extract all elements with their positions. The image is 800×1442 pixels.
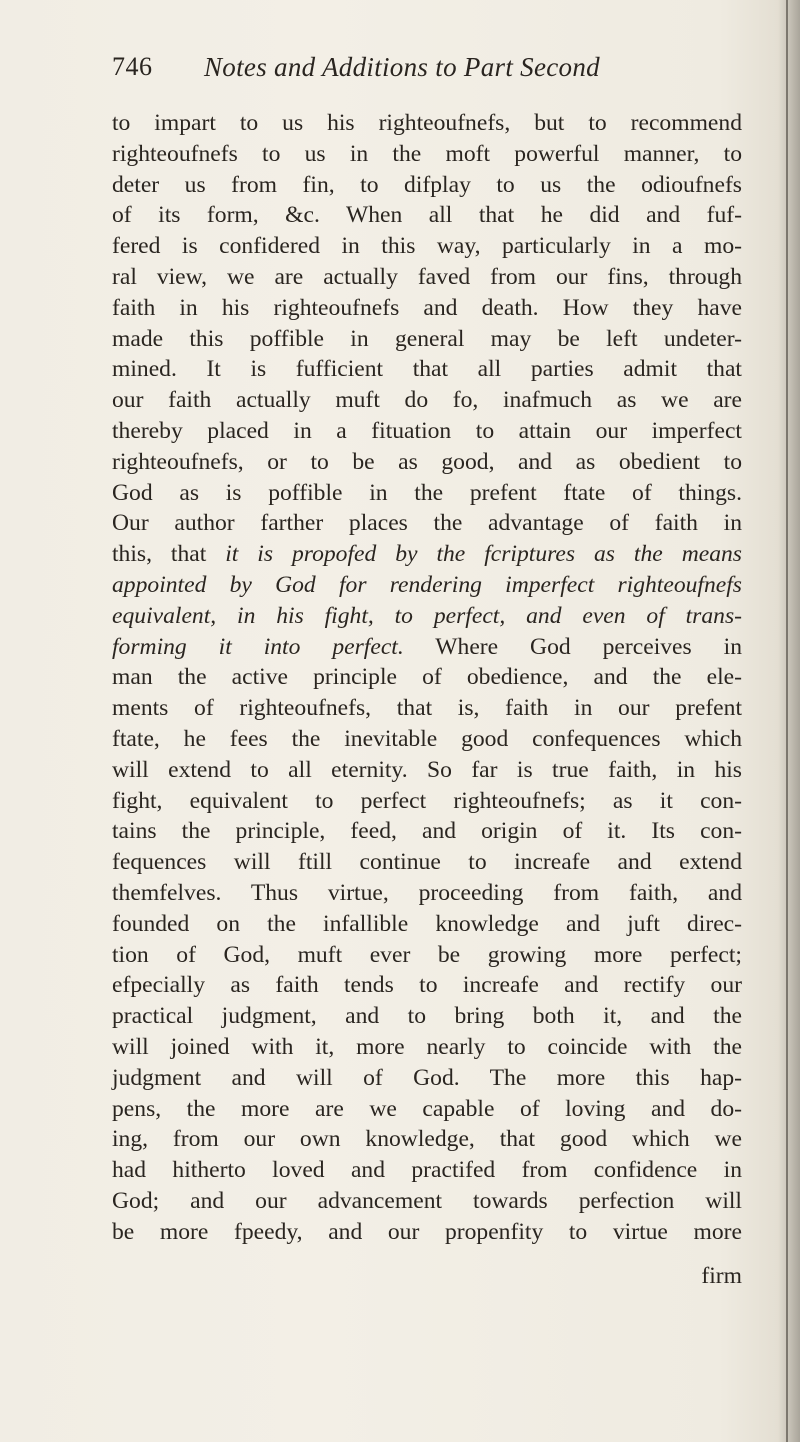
text-line-italic: equivalent, in his fight, to perfect, and even of trans- (112, 602, 742, 629)
text-line-italic: appointed by God for rendering imperfect righteoufnefs (112, 571, 742, 598)
text-line: made this poffible in general may be left undeter- (112, 325, 742, 352)
text-line: themfelves. Thus virtue, proceeding from faith, and (112, 879, 742, 906)
text-line: our faith actually muft do fo, inafmuch as we are (112, 387, 742, 414)
text-line: fered is confidered in this way, particularly in a mo- (112, 233, 742, 260)
text-line: righteoufnefs to us in the moft powerful manner, to (112, 140, 742, 167)
text-line: man the active principle of obedience, and the ele- (112, 664, 742, 691)
text-line: founded on the infallible knowledge and juft direc- (112, 910, 742, 937)
page-spine-line (786, 0, 788, 1442)
text-line: pens, the more are we capable of loving and do- (112, 1095, 742, 1122)
text-line: judgment and will of God. The more this hap- (112, 1064, 742, 1091)
text-line: ments of righteoufnefs, that is, faith in our prefent (112, 695, 742, 722)
roman-segment: Where God perceives in (403, 633, 742, 660)
text-line: be more fpeedy, and our propenfity to virtue more (112, 1218, 742, 1245)
running-title: Notes and Additions to Part Second (204, 52, 600, 82)
text-line: had hitherto loved and practifed from confidence in (112, 1157, 742, 1184)
catchword: firm (701, 1263, 742, 1289)
text-line: faith in his righteoufnefs and death. How they have (112, 294, 742, 321)
text-line: mined. It is fufficient that all parties admit that (112, 356, 742, 383)
text-line: of its form, &c. When all that he did and fuf- (112, 202, 742, 229)
text-line: God as is poffible in the prefent ftate of things. (112, 479, 742, 506)
page-header (112, 52, 742, 96)
text-line: thereby placed in a fituation to attain our imperfect (112, 417, 742, 444)
text-line: will joined with it, more nearly to coincide with the (112, 1033, 742, 1060)
text-line: to impart to us his righteoufnefs, but to recommend (112, 110, 742, 136)
text-line: efpecially as faith tends to increafe and rectify our (112, 972, 742, 999)
text-line-mixed (112, 632, 742, 663)
text-line: righteoufnefs, or to be as good, and as obedient to (112, 448, 742, 475)
italic-segment: forming it into perfect. (112, 633, 404, 660)
text-line: God; and our advancement towards perfection will (112, 1187, 742, 1214)
text-line: ing, from our own knowledge, that good which we (112, 1126, 742, 1153)
page-spine-shadow (778, 0, 800, 1442)
text-line: ftate, he fees the inevitable good confequences which (112, 725, 742, 752)
text-line: tion of God, muft ever be growing more perfect; (112, 941, 742, 968)
text-line: fequences will ftill continue to increafe and extend (112, 849, 742, 876)
text-line: practical judgment, and to bring both it, and the (112, 1003, 742, 1030)
text-line: Our author farther places the advantage of faith in (112, 510, 742, 537)
text-line: fight, equivalent to perfect righteoufnefs; as it con- (112, 787, 742, 814)
text-line: will extend to all eternity. So far is true faith, in his (112, 756, 742, 783)
text-line: tains the principle, feed, and origin of it. Its con- (112, 818, 742, 845)
roman-segment: this, that (112, 541, 226, 568)
text-line: ral view, we are actually faved from our fins, through (112, 263, 742, 290)
italic-segment: it is propofed by the fcriptures as the means (225, 541, 742, 568)
text-line: deter us from fin, to difplay to us the odioufnefs (112, 171, 742, 198)
page-number: 746 (112, 52, 153, 81)
body-text (112, 108, 742, 1247)
text-line-mixed (112, 539, 742, 570)
